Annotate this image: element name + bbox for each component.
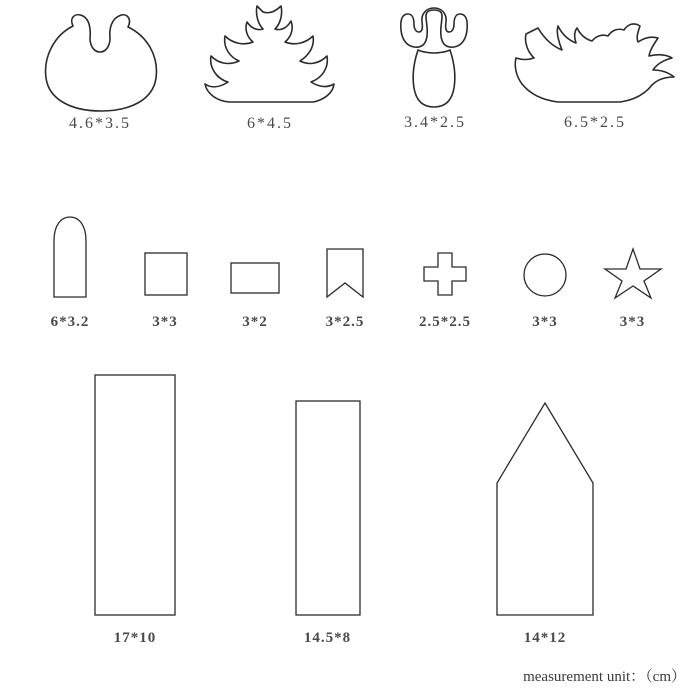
squirrel-cutter: [180, 0, 360, 133]
large-rectangle-panel: [40, 370, 230, 647]
cross-cutter: [385, 205, 505, 331]
cat-head-cutter: [20, 10, 180, 133]
squirrel-cutter-label: 6*4.5: [247, 115, 293, 132]
arch-door-cutter-label: 6*3.2: [50, 314, 90, 330]
cross-cutter-label: 2.5*2.5: [419, 314, 471, 330]
house-gable-panel-label: 14*12: [523, 630, 567, 646]
banner-cutter: [290, 205, 400, 331]
reindeer-cutter-label: 6.5*2.5: [564, 114, 626, 131]
measurement-unit-note: measurement unit：（cm）: [523, 669, 686, 685]
animal-cutter-row: [0, 0, 700, 160]
rectangle-cutter-label: 3*2: [242, 314, 268, 330]
rabbit-ears-cutter: [355, 6, 515, 132]
house-gable-panel: [430, 370, 660, 647]
medium-rectangle-panel: [235, 370, 420, 647]
reindeer-cutter: [505, 10, 685, 132]
medium-rectangle-panel-label: 14.5*8: [303, 630, 352, 646]
cat-head-cutter-label: 4.6*3.5: [69, 115, 131, 132]
banner-cutter-label: 3*2.5: [325, 314, 365, 330]
large-panels-row: [0, 370, 700, 650]
rabbit-ears-cutter-label: 3.4*2.5: [404, 114, 466, 131]
large-rectangle-panel-label: 17*10: [113, 630, 157, 646]
square-cutter-label: 3*3: [152, 314, 178, 330]
circle-cutter-label: 3*3: [532, 314, 558, 330]
star-cutter: [575, 205, 690, 331]
small-shapes-row: [0, 205, 700, 335]
star-cutter-label: 3*3: [619, 314, 646, 330]
